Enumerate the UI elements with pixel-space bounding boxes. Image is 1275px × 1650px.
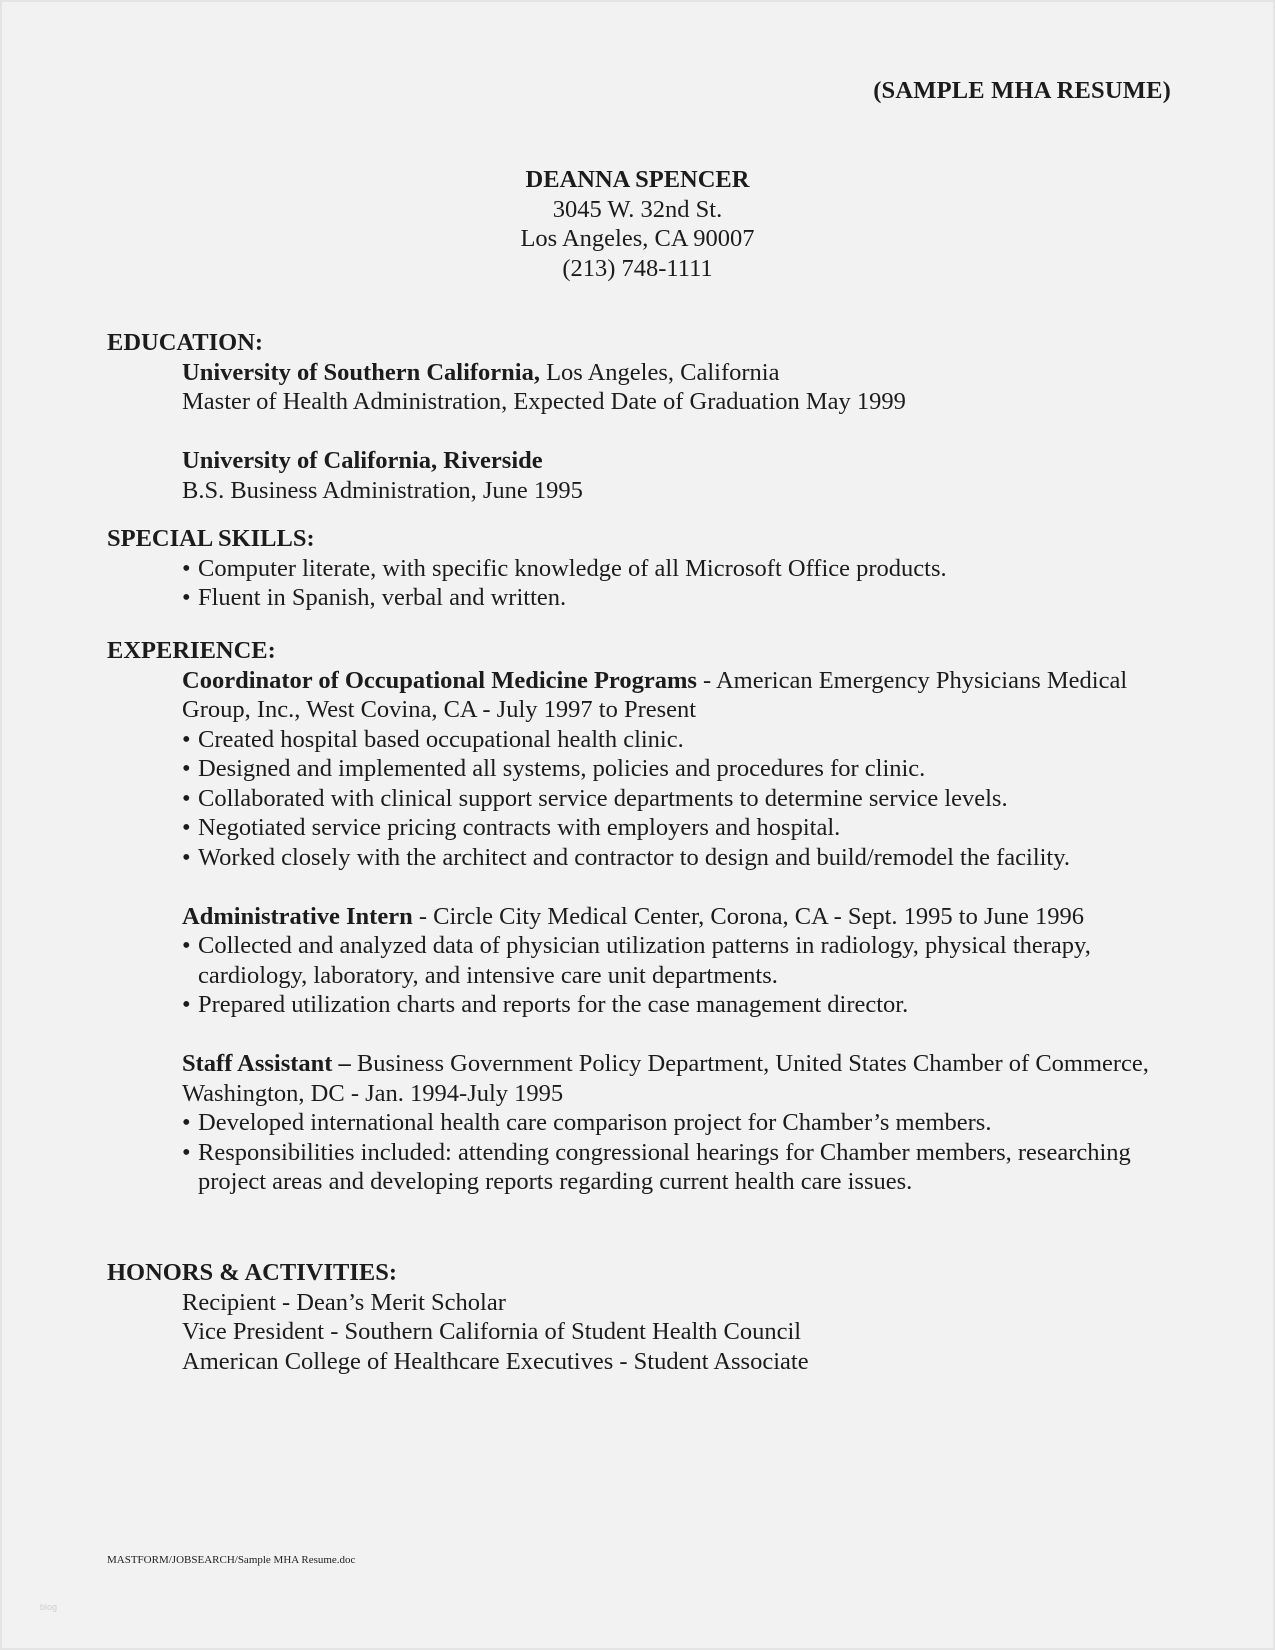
- resume: [2, 2, 1273, 1648]
- job-bullet-continued: cardiology, laboratory, and intensive care unit departments.: [198, 961, 778, 989]
- job-employer: - Circle City Medical Center, Corona, CA - Sept. 1995 to June 1996: [412, 902, 1085, 930]
- skills-section: [107, 524, 1207, 613]
- job-bullet: • Created hospital based occupational health clinic.: [182, 725, 684, 753]
- school-line: [182, 358, 1207, 388]
- skill-item: • Computer literate, with specific knowledge of all Microsoft Office products.: [182, 554, 947, 582]
- document-page: [2, 2, 1273, 1648]
- job-bullet: • Worked closely with the architect and contractor to design and build/remodel the facility.: [182, 843, 1071, 871]
- job-heading: [182, 1049, 1207, 1079]
- job-employer: - American Emergency Physicians Medical: [696, 666, 1128, 694]
- honors-section: [107, 1258, 1207, 1376]
- school-line: [182, 446, 1207, 476]
- job-bullet: • Collaborated with clinical support service departments to determine service levels.: [182, 784, 1008, 812]
- degree-line: Master of Health Administration, Expected Date of Graduation May 1999: [182, 388, 906, 415]
- school-name: University of Southern California,: [182, 358, 540, 386]
- school-location: Los Angeles, California: [539, 358, 780, 386]
- section-title-honors: HONORS & ACTIVITIES:: [107, 1259, 397, 1286]
- bullet-icon: •: [182, 584, 191, 611]
- bullet-icon: •: [182, 1138, 191, 1166]
- section-title-experience: EXPERIENCE:: [107, 637, 276, 664]
- school-name: University of California, Riverside: [182, 447, 543, 474]
- degree-line: B.S. Business Administration, June 1995: [182, 476, 583, 504]
- job-bullet: • Collected and analyzed data of physician utilization patterns in radiology, physical therapy,: [182, 932, 1091, 959]
- job-details: Group, Inc., West Covina, CA - July 1997 to Present: [182, 696, 697, 723]
- education-section: [107, 328, 1207, 505]
- honor-item: Recipient - Dean’s Merit Scholar: [182, 1288, 506, 1316]
- bullet-icon: •: [182, 843, 191, 871]
- city-state-zip: Los Angeles, CA 90007: [520, 225, 755, 252]
- job-title: Staff Assistant –: [182, 1050, 351, 1077]
- job-bullet: • Developed international health care comparison project for Chamber’s members.: [182, 1109, 992, 1136]
- honor-item: Vice President - Southern California of Student Health Council: [182, 1318, 802, 1345]
- bullet-icon: •: [182, 814, 191, 841]
- bullet-icon: •: [182, 725, 191, 753]
- phone-number: (213) 748-1111: [562, 254, 713, 282]
- job-employer: Business Government Policy Department, United States Chamber of Commerce,: [350, 1050, 1149, 1077]
- job-bullet-continued: project areas and developing reports regarding current health care issues.: [198, 1168, 913, 1195]
- bullet-icon: •: [182, 755, 191, 782]
- section-title-education: EDUCATION:: [107, 329, 264, 356]
- sample-label: (SAMPLE MHA RESUME): [873, 77, 1171, 104]
- job-heading: [182, 902, 1207, 932]
- section-title-skills: SPECIAL SKILLS:: [107, 525, 315, 552]
- job-bullet: • Negotiated service pricing contracts with employers and hospital.: [182, 814, 841, 841]
- watermark-text: blog: [40, 1602, 58, 1612]
- bullet-icon: •: [182, 991, 191, 1018]
- experience-section: [107, 636, 1207, 1197]
- job-title: Administrative Intern: [182, 902, 413, 930]
- bullet-icon: •: [182, 784, 191, 812]
- skill-item: • Fluent in Spanish, verbal and written.: [182, 584, 567, 611]
- job-bullet: • Prepared utilization charts and reports for the case management director.: [182, 991, 909, 1018]
- job-bullet: • Responsibilities included: attending congressional hearings for Chamber members, researching: [182, 1138, 1131, 1166]
- bullet-icon: •: [182, 1109, 191, 1136]
- applicant-name: DEANNA SPENCER: [525, 166, 750, 193]
- bullet-icon: •: [182, 554, 191, 582]
- job-bullet: • Designed and implemented all systems, policies and procedures for clinic.: [182, 755, 926, 782]
- street-address: 3045 W. 32nd St.: [552, 195, 723, 223]
- job-heading: [182, 666, 1207, 696]
- document-footer: MASTFORM/JOBSEARCH/Sample MHA Resume.doc: [107, 1554, 356, 1566]
- job-details: Washington, DC - Jan. 1994-July 1995: [182, 1079, 564, 1107]
- honor-item: American College of Healthcare Executives - Student Associate: [182, 1347, 809, 1375]
- job-title: Coordinator of Occupational Medicine Programs: [182, 666, 697, 694]
- contact-header: [2, 165, 1273, 283]
- bullet-icon: •: [182, 932, 191, 959]
